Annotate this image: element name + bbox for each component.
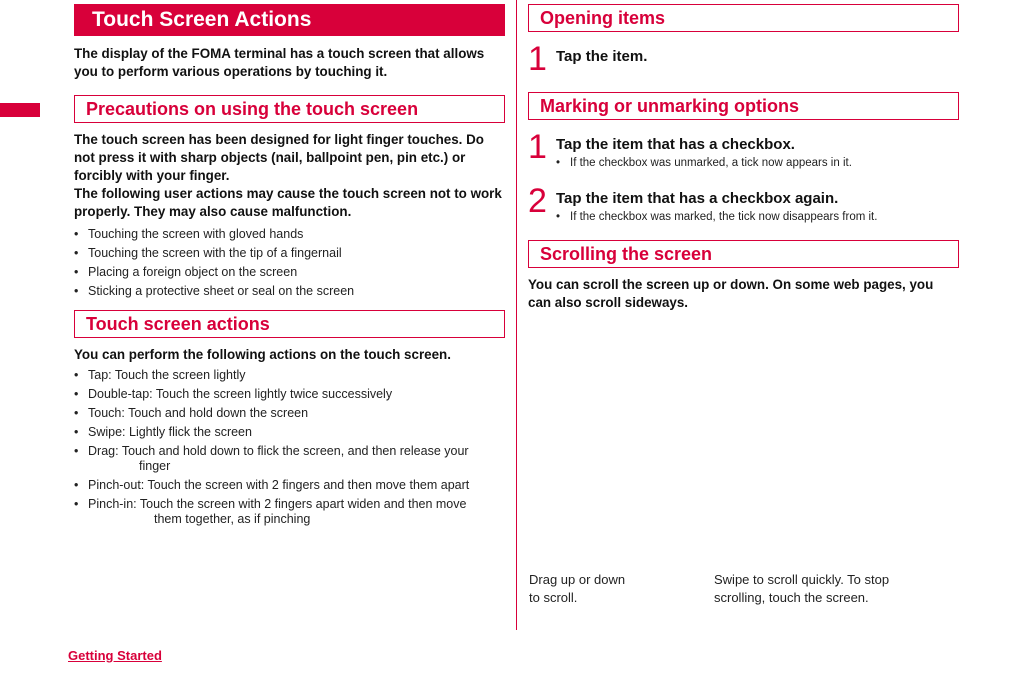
step-text: Tap the item that has a checkbox. bbox=[556, 136, 795, 153]
intro-text: The display of the FOMA terminal has a touch screen that allows you to perform various operations by touching it. bbox=[74, 46, 485, 79]
caption-swipe-line-1: Swipe to scroll quickly. To stop bbox=[714, 572, 890, 587]
opening-heading: Opening items bbox=[528, 4, 959, 32]
step-number: 1 bbox=[528, 128, 547, 166]
list-item: • Tap: Touch the screen lightly bbox=[74, 368, 505, 383]
step-text: Tap the item that has a checkbox again. bbox=[556, 190, 839, 207]
getting-started-link[interactable]: Getting Started bbox=[68, 648, 162, 663]
precautions-para-2: The following user actions may cause the touch screen not to work properly. They may also cause malfunction. bbox=[74, 186, 502, 219]
caption-swipe-line-2: scrolling, touch the screen. bbox=[714, 590, 869, 605]
precautions-para-1: The touch screen has been designed for light finger touches. Do not press it with sharp objects (nail, ballpoint pen, pin etc.) or forcibly with your finger. bbox=[74, 132, 484, 183]
step-number: 2 bbox=[528, 182, 547, 220]
step-note: • If the checkbox was unmarked, a tick now appears in it. bbox=[528, 156, 959, 170]
right-column bbox=[528, 4, 959, 312]
list-item: • Touching the screen with the tip of a fingernail bbox=[74, 246, 505, 261]
drag-line-2: finger bbox=[139, 459, 171, 473]
precautions-list bbox=[74, 227, 505, 299]
list-item bbox=[74, 444, 505, 474]
drag-line-1: Drag: Touch and hold down to flick the screen, and then release your bbox=[88, 444, 469, 458]
scrolling-intro: You can scroll the screen up or down. On some web pages, you can also scroll sideways. bbox=[528, 277, 934, 310]
step-text: Tap the item. bbox=[556, 48, 648, 65]
page-title: Touch Screen Actions bbox=[74, 4, 505, 36]
pinch-in-line-1: Pinch-in: Touch the screen with 2 fingers apart widen and then move bbox=[88, 497, 467, 511]
actions-list bbox=[74, 368, 505, 527]
actions-intro: You can perform the following actions on the touch screen. bbox=[74, 347, 451, 362]
caption-drag-line-2: to scroll. bbox=[529, 590, 578, 605]
step-note: • If the checkbox was marked, the tick now disappears from it. bbox=[528, 210, 959, 224]
pinch-in-line-2: them together, as if pinching bbox=[154, 512, 311, 526]
scrolling-heading: Scrolling the screen bbox=[528, 240, 959, 268]
actions-heading: Touch screen actions bbox=[74, 310, 505, 338]
list-item bbox=[74, 497, 505, 527]
precautions-heading: Precautions on using the touch screen bbox=[74, 95, 505, 123]
list-item: • Placing a foreign object on the screen bbox=[74, 265, 505, 280]
caption-drag bbox=[529, 571, 625, 607]
list-item: • Swipe: Lightly flick the screen bbox=[74, 425, 505, 440]
caption-swipe bbox=[714, 571, 889, 607]
left-column bbox=[74, 4, 505, 531]
list-item: • Pinch-out: Touch the screen with 2 fingers and then move them apart bbox=[74, 478, 505, 493]
caption-drag-line-1: Drag up or down bbox=[529, 572, 626, 587]
list-item: • Touch: Touch and hold down the screen bbox=[74, 406, 505, 421]
column-divider bbox=[516, 0, 517, 630]
chapter-tab-marker bbox=[0, 103, 40, 117]
list-item: • Sticking a protective sheet or seal on the screen bbox=[74, 284, 505, 299]
list-item: • Touching the screen with gloved hands bbox=[74, 227, 505, 242]
step-number: 1 bbox=[528, 40, 547, 78]
list-item: • Double-tap: Touch the screen lightly twice successively bbox=[74, 387, 505, 402]
opening-step-1 bbox=[528, 40, 959, 78]
marking-heading: Marking or unmarking options bbox=[528, 92, 959, 120]
